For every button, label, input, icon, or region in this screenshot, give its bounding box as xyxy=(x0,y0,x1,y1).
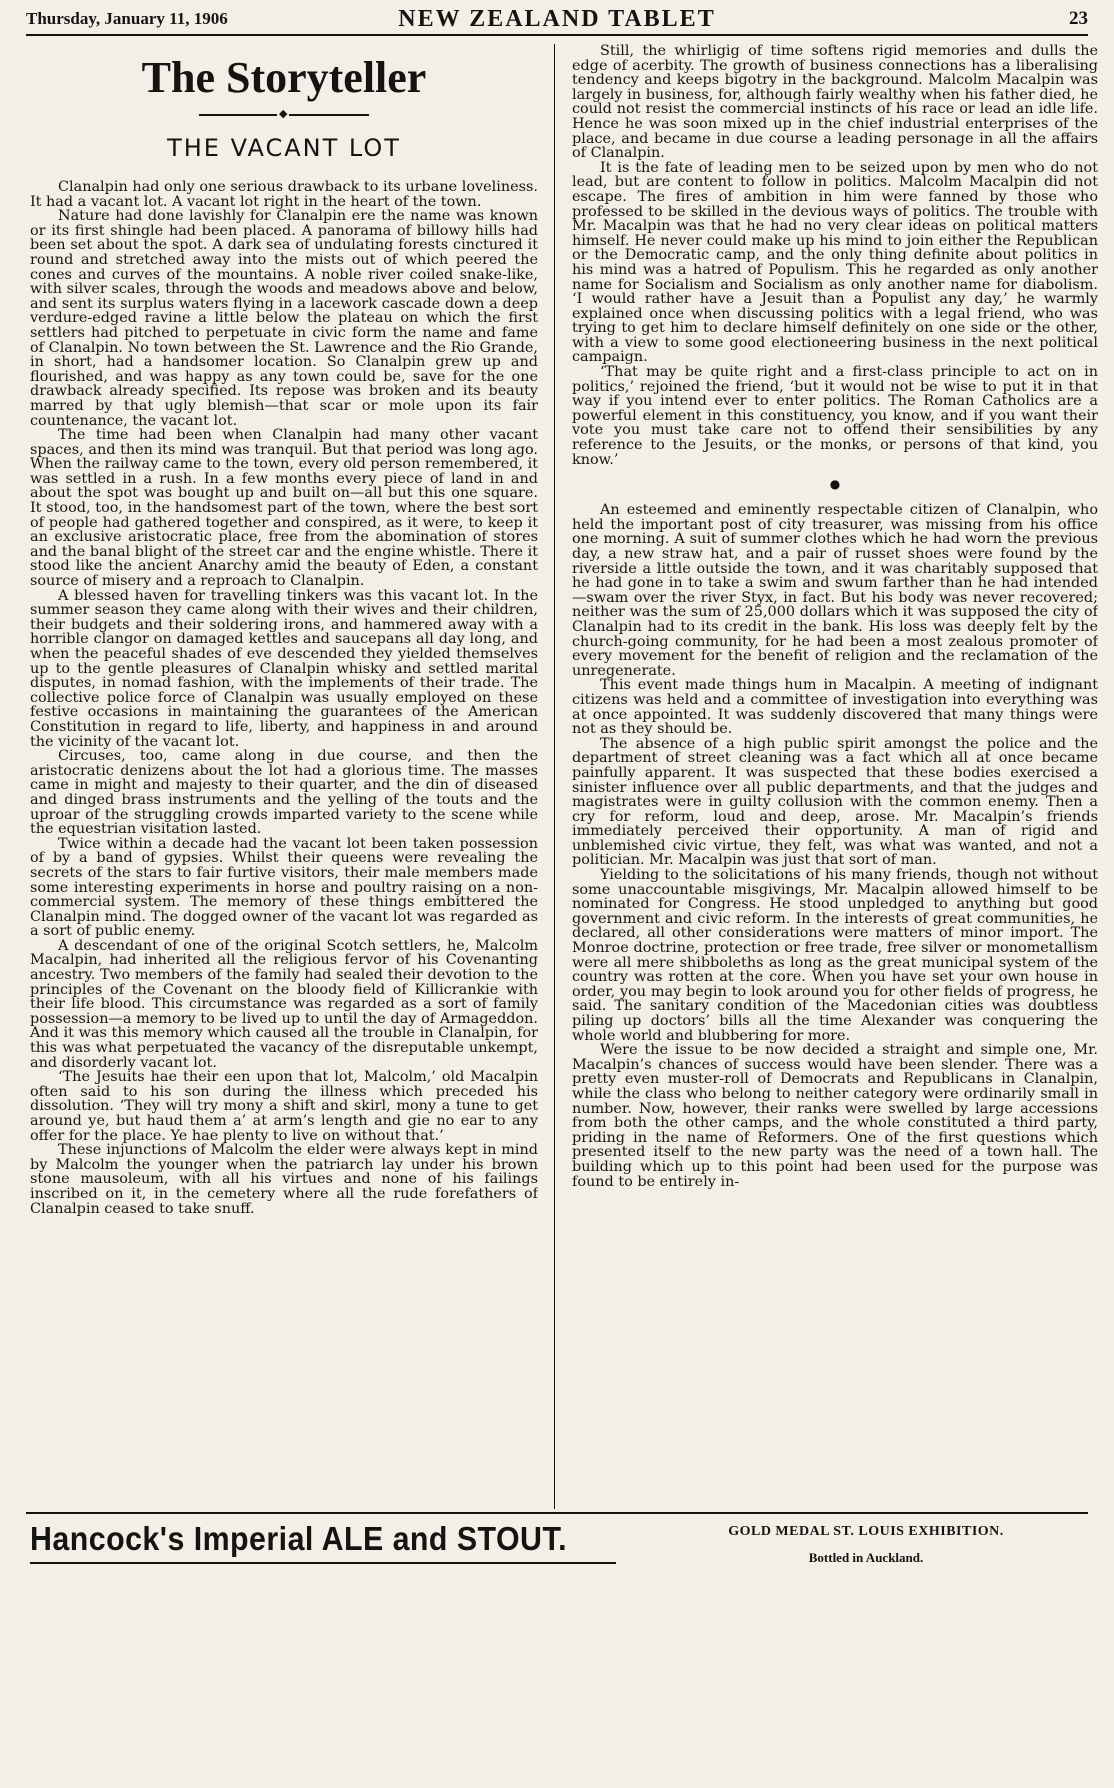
paragraph: Clanalpin had only one serious drawback to its urbane loveliness. It had a vacant lot. A vacant lot right in the heart of the town. xyxy=(30,179,538,210)
ad-bottled: Bottled in Auckland. xyxy=(808,1550,924,1565)
paragraph: This event made things hum in Macalpin. A meeting of indignant citizens was held and a committee of investigation into everything was at once appointed. It was suddenly discovered that many things were not as they should be. xyxy=(572,677,1098,738)
section-separator: ● xyxy=(829,477,841,492)
paragraph: Yielding to the solicitations of his many friends, though not without some unaccountable misgivings, Mr. Macalpin allowed himself to be nominated for Congress. He stood unpledged to anything but good government and civic reform. In the interests of great communities, he declared, all other considerations were matters of minor import. The Monroe doctrine, protection or free trade, free silver or monometallism were all mere shibboleths as long as the great municipal system of the country was rotten at the core. When you have set your own house in order, you may begin to look around you for other fields of progress, he said. The sanitary condition of the Macedonian cities was doubtless piling up doctors’ bills all the time Alexander was conquering the whole world and blubbering for more. xyxy=(572,867,1098,1044)
left-column xyxy=(30,44,538,1509)
ad-underline xyxy=(30,1562,616,1564)
paragraph: These injunctions of Malcolm the elder were always kept in mind by Malcolm the younger when the patriarch lay under his brown stone mausoleum, with all his virtues and none of his failings inscribed on it, in the cemetery where all the rude forefathers of Clanalpin ceased to take snuff. xyxy=(30,1142,538,1217)
paragraph: Nature had done lavishly for Clanalpin ere the name was known or its first shingle had been placed. A panorama of billowy hills had been set about the spot. A dark sea of undulating forests cinctured it round and stretched away into the mists out of which peered the cones and curves of the mountains. A noble river coiled snake-like, with silver scales, through the woods and meadows above and below, and sent its surplus waters flying in a lacework cascade down a deep verdure-edged ravine a little below the plateau on which the first settlers had pitched to perpetuate in civic form the name and fame of Clanalpin. No town between the St. Lawrence and the Rio Grande, in short, had a handsomer location. So Clanalpin grew up and flourished, and was happy as any town could be, save for the one drawback already specified. Its repose was broken and its beauty marred by that ugly blemish—that scar or mole upon its fair countenance, the vacant lot. xyxy=(30,208,538,429)
header-rule xyxy=(26,34,1088,36)
paragraph: It is the fate of leading men to be seized upon by men who do not lead, but are content to follow in politics. Malcolm Macalpin did not escape. The fires of ambition in him were fanned by those who professed to be skilled in the devious ways of politics. The trouble with Mr. Macalpin was that he had no very clear ideas on political matters himself. He never could make up his mind to join either the Republican or the Democratic camp, and the only thing definite about politics in his mind was a hatred of Populism. This he regarded as only another name for Socialism and Socialism as only another name for diabolism. ‘I would rather have a Jesuit than a Populist any day,’ he warmly explained once when discussing politics with a legal friend, who was trying to get him to declare himself definitely on one side or the other, with a view to some good electioneering business in the next political campaign. xyxy=(572,159,1098,366)
paragraph: Still, the whirligig of time softens rigid memories and dulls the edge of acerbity. The growth of business connections has a liberalising tendency and keeps bigotry in the background. Malcolm Macalpin was largely in business, for, although fairly wealthy when his father died, he could not resist the commercial instincts of his race or lead an idle life. Hence he was soon mixed up in the chief industrial enterprises of the place, and became in due course a leading personage in all the affairs of Clanalpin. xyxy=(572,44,1098,162)
issue-date: Thursday, January 11, 1906 xyxy=(26,9,228,28)
ad-medal: GOLD MEDAL ST. LOUIS EXHIBITION. xyxy=(728,1524,1004,1539)
masthead xyxy=(26,6,1088,32)
paragraph: A blessed haven for travelling tinkers was this vacant lot. In the summer season they came along with their wives and their children, their budgets and their soldering irons, and hammered away with a horrible clangor on damaged kettles and saucepans all day long, and when the peaceful shades of eve descended they yielded themselves up to the gentle pleasures of Clanalpin whisky and settled marital disputes, in nomad fashion, with the implements of their trade. The collective police force of Clanalpin was usually employed on these festive occasions in maintaining the guarantees of the American Constitution in regard to life, liberty, and happiness in and around the vicinity of the vacant lot. xyxy=(30,587,538,750)
paragraph: A descendant of one of the original Scotch settlers, he, Malcolm Macalpin, had inherited all the religious fervor of his Covenanting ancestry. Two members of the family had sealed their devotion to the principles of the Covenant on the bloody field of Killicrankie with their life blood. This circumstance was regarded as a sort of family possession—a memory to be lived up to until the day of Armageddon. And it was this memory which caused all the trouble in Clanalpin, for this was what perpetuated the vacancy of the disreputable unkempt, and disorderly vacant lot. xyxy=(30,937,538,1071)
ornament-divider xyxy=(199,114,369,116)
right-body-top xyxy=(572,44,1098,467)
article-title: THE VACANT LOT xyxy=(167,134,401,162)
paragraph: An esteemed and eminently respectable citizen of Clanalpin, who held the important post of city treasurer, was missing from his office one morning. A suit of summer clothes which he had worn the previous day, a new straw hat, and a pair of russet shoes were found by the riverside a little outside the town, and it was charitably supposed that he had gone in to take a swim and swum farther than he had intended—swam over the river Styx, in fact. But his body was never recovered; neither was the sum of 25,000 dollars which it was supposed the city of Clanalpin had to its credit in the bank. His loss was deeply felt by the church-going community, for he had been a most zealous promoter of every movement for the benefit of religion and the reclamation of the unregenerate. xyxy=(572,502,1098,679)
paragraph: The time had been when Clanalpin had many other vacant spaces, and then its mind was tranquil. But that period was long ago. When the railway came to the town, every old person remembered, it was settled in a rush. In a few months every piece of land in and about the spot was bought up and built on—all but this one square. It stood, too, in the handsomest part of the town, where the best sort of people had gathered together and conspired, as it were, to keep it an exclusive aristocratic place, free from the abomination of stores and the banal blight of the street car and the engine whistle. There it stood like the ancient Anarchy amid the beauty of Eden, a constant source of misery and a reproach to Clanalpin. xyxy=(30,427,538,590)
article-heading xyxy=(30,52,538,162)
paper-title: NEW ZEALAND TABLET xyxy=(398,6,716,32)
paragraph: ‘The Jesuits hae their een upon that lot, Malcolm,’ old Macalpin often said to his son during the illness which preceded his dissolution. ‘They will try mony a shift and skirl, mony a tune to get around ye, but haud them a’ at arm’s length and gie no ear to any offer for the place. Ye hae plenty to live on without that.’ xyxy=(30,1069,538,1144)
column-divider xyxy=(554,44,555,1509)
advertisement xyxy=(26,1518,1088,1572)
paragraph: ‘That may be quite right and a first-class principle to act on in politics,’ rejoined the friend, ‘but it would not be wise to put it in that way if you intend ever to enter politics. The Roman Catholics are a powerful element in this constituency, you know, and if you want their vote you must take care not to offend their sensibilities by any reference to the Jesuits, or the monks, or persons of that kind, you know.’ xyxy=(572,364,1098,468)
left-body xyxy=(30,180,538,1216)
paragraph: Circuses, too, came along in due course, and then the aristocratic denizens about the lot had a glorious time. The masses came in might and majesty to their quarter, and the din of diseased and dinged brass instruments and the yelling of the touts and the uproar of the struggling crowds imparted variety to the scene while the equestrian visitation lasted. xyxy=(30,748,538,838)
section-title: The Storyteller xyxy=(141,53,427,102)
paragraph: The absence of a high public spirit amongst the police and the department of street cleaning was a fact which all at once became painfully apparent. It was suspected that these bodies exercised a sinister influence over all public departments, and that the judges and magistrates were in guilty collusion with the common enemy. Then a cry for reform, loud and deep, arose. Mr. Macalpin’s friends immediately perceived their opportunity. A man of rigid and unblemished civic virtue, they felt, was what was wanted, and not a politician. Mr. Macalpin was just that sort of man. xyxy=(572,735,1098,869)
footer-rule xyxy=(26,1512,1088,1514)
paragraph: Were the issue to be now decided a straight and simple one, Mr. Macalpin’s chances of success would have been slender. There was a pretty even muster-roll of Democrats and Republicans in Clanalpin, while the class who belong to neither category were ordinarily small in number. Now, however, their ranks were swelled by large accessions from both the other camps, and the whole constituted a third party, priding in the name of Reformers. One of the first questions which presented itself to the new party was the need of a town hall. The building which up to this point had been used for the purpose was found to be entirely in- xyxy=(572,1042,1098,1190)
right-body-bottom xyxy=(572,503,1098,1189)
paragraph: Twice within a decade had the vacant lot been taken possession of by a band of gypsies. Whilst their queens were revealing the secrets of the stars to fair furtive visitors, their male members made some interesting experiments in horse and poultry raising on a non-commercial system. The memory of these things embittered the Clanalpin mind. The dogged owner of the vacant lot was regarded as a sort of public enemy. xyxy=(30,835,538,940)
page-number: 23 xyxy=(1069,8,1088,29)
right-column xyxy=(572,44,1098,1509)
ad-brand: Hancock's Imperial ALE and STOUT. xyxy=(30,1520,567,1557)
